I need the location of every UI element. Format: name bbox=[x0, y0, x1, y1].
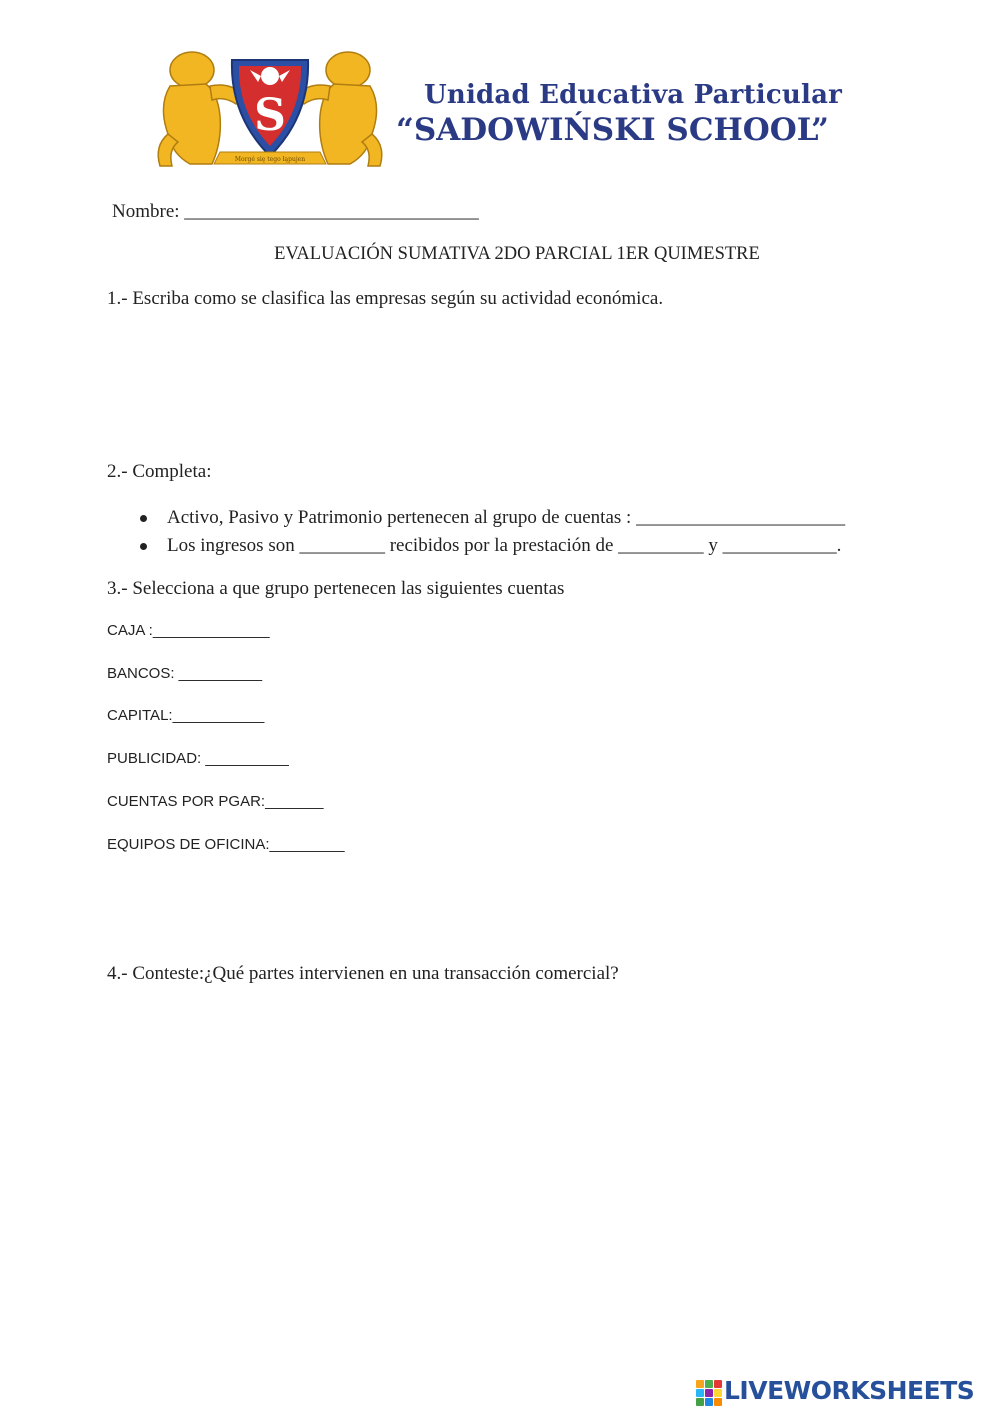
student-name-field[interactable]: Nombre: _______________________________ bbox=[112, 201, 479, 222]
fill-in-sentence: Activo, Pasivo y Patrimonio pertenecen al grupo de cuentas : ______________________ bbox=[167, 507, 846, 528]
svg-text:S: S bbox=[254, 90, 286, 141]
account-blank-caja[interactable]: CAJA :______________ bbox=[107, 622, 270, 639]
question-4: 4.- Conteste:¿Qué partes intervienen en una transacción comercial? bbox=[107, 963, 619, 984]
liveworksheets-icon bbox=[696, 1380, 722, 1406]
left-lion-icon bbox=[158, 52, 242, 166]
question-3: 3.- Selecciona a que grupo pertenecen las siguientes cuentas bbox=[107, 578, 565, 599]
exam-title: EVALUACIÓN SUMATIVA 2DO PARCIAL 1ER QUIMESTRE bbox=[274, 244, 760, 264]
fill-in-sentence: Los ingresos son _________ recibidos por la prestación de _________ y ____________. bbox=[167, 535, 842, 556]
school-name-line1: Unidad Educativa Particular bbox=[424, 80, 843, 110]
bullet-icon bbox=[140, 543, 147, 550]
account-blank-bancos[interactable]: BANCOS: __________ bbox=[107, 665, 263, 682]
shield-icon bbox=[232, 60, 308, 156]
crest-motto: Morgé się tego łąpujen bbox=[234, 156, 306, 163]
bullet-icon bbox=[140, 515, 147, 522]
account-blank-publicidad[interactable]: PUBLICIDAD: __________ bbox=[107, 750, 289, 767]
liveworksheets-brand: LIVEWORKSHEETS bbox=[724, 1376, 975, 1405]
right-lion-icon bbox=[298, 52, 382, 166]
question-1: 1.- Escriba como se clasifica las empresas según su actividad económica. bbox=[107, 288, 664, 309]
account-blank-capital[interactable]: CAPITAL:___________ bbox=[107, 707, 265, 724]
liveworksheets-logo bbox=[696, 1376, 996, 1408]
question-2: 2.- Completa: bbox=[107, 461, 212, 482]
school-crest-logo bbox=[150, 46, 390, 178]
account-blank-equipos-oficina[interactable]: EQUIPOS DE OFICINA:_________ bbox=[107, 836, 345, 853]
account-blank-cuentas-por-pagar[interactable]: CUENTAS POR PGAR:_______ bbox=[107, 793, 324, 810]
school-name-line2: “SADOWIŃSKI SCHOOL” bbox=[396, 112, 829, 148]
